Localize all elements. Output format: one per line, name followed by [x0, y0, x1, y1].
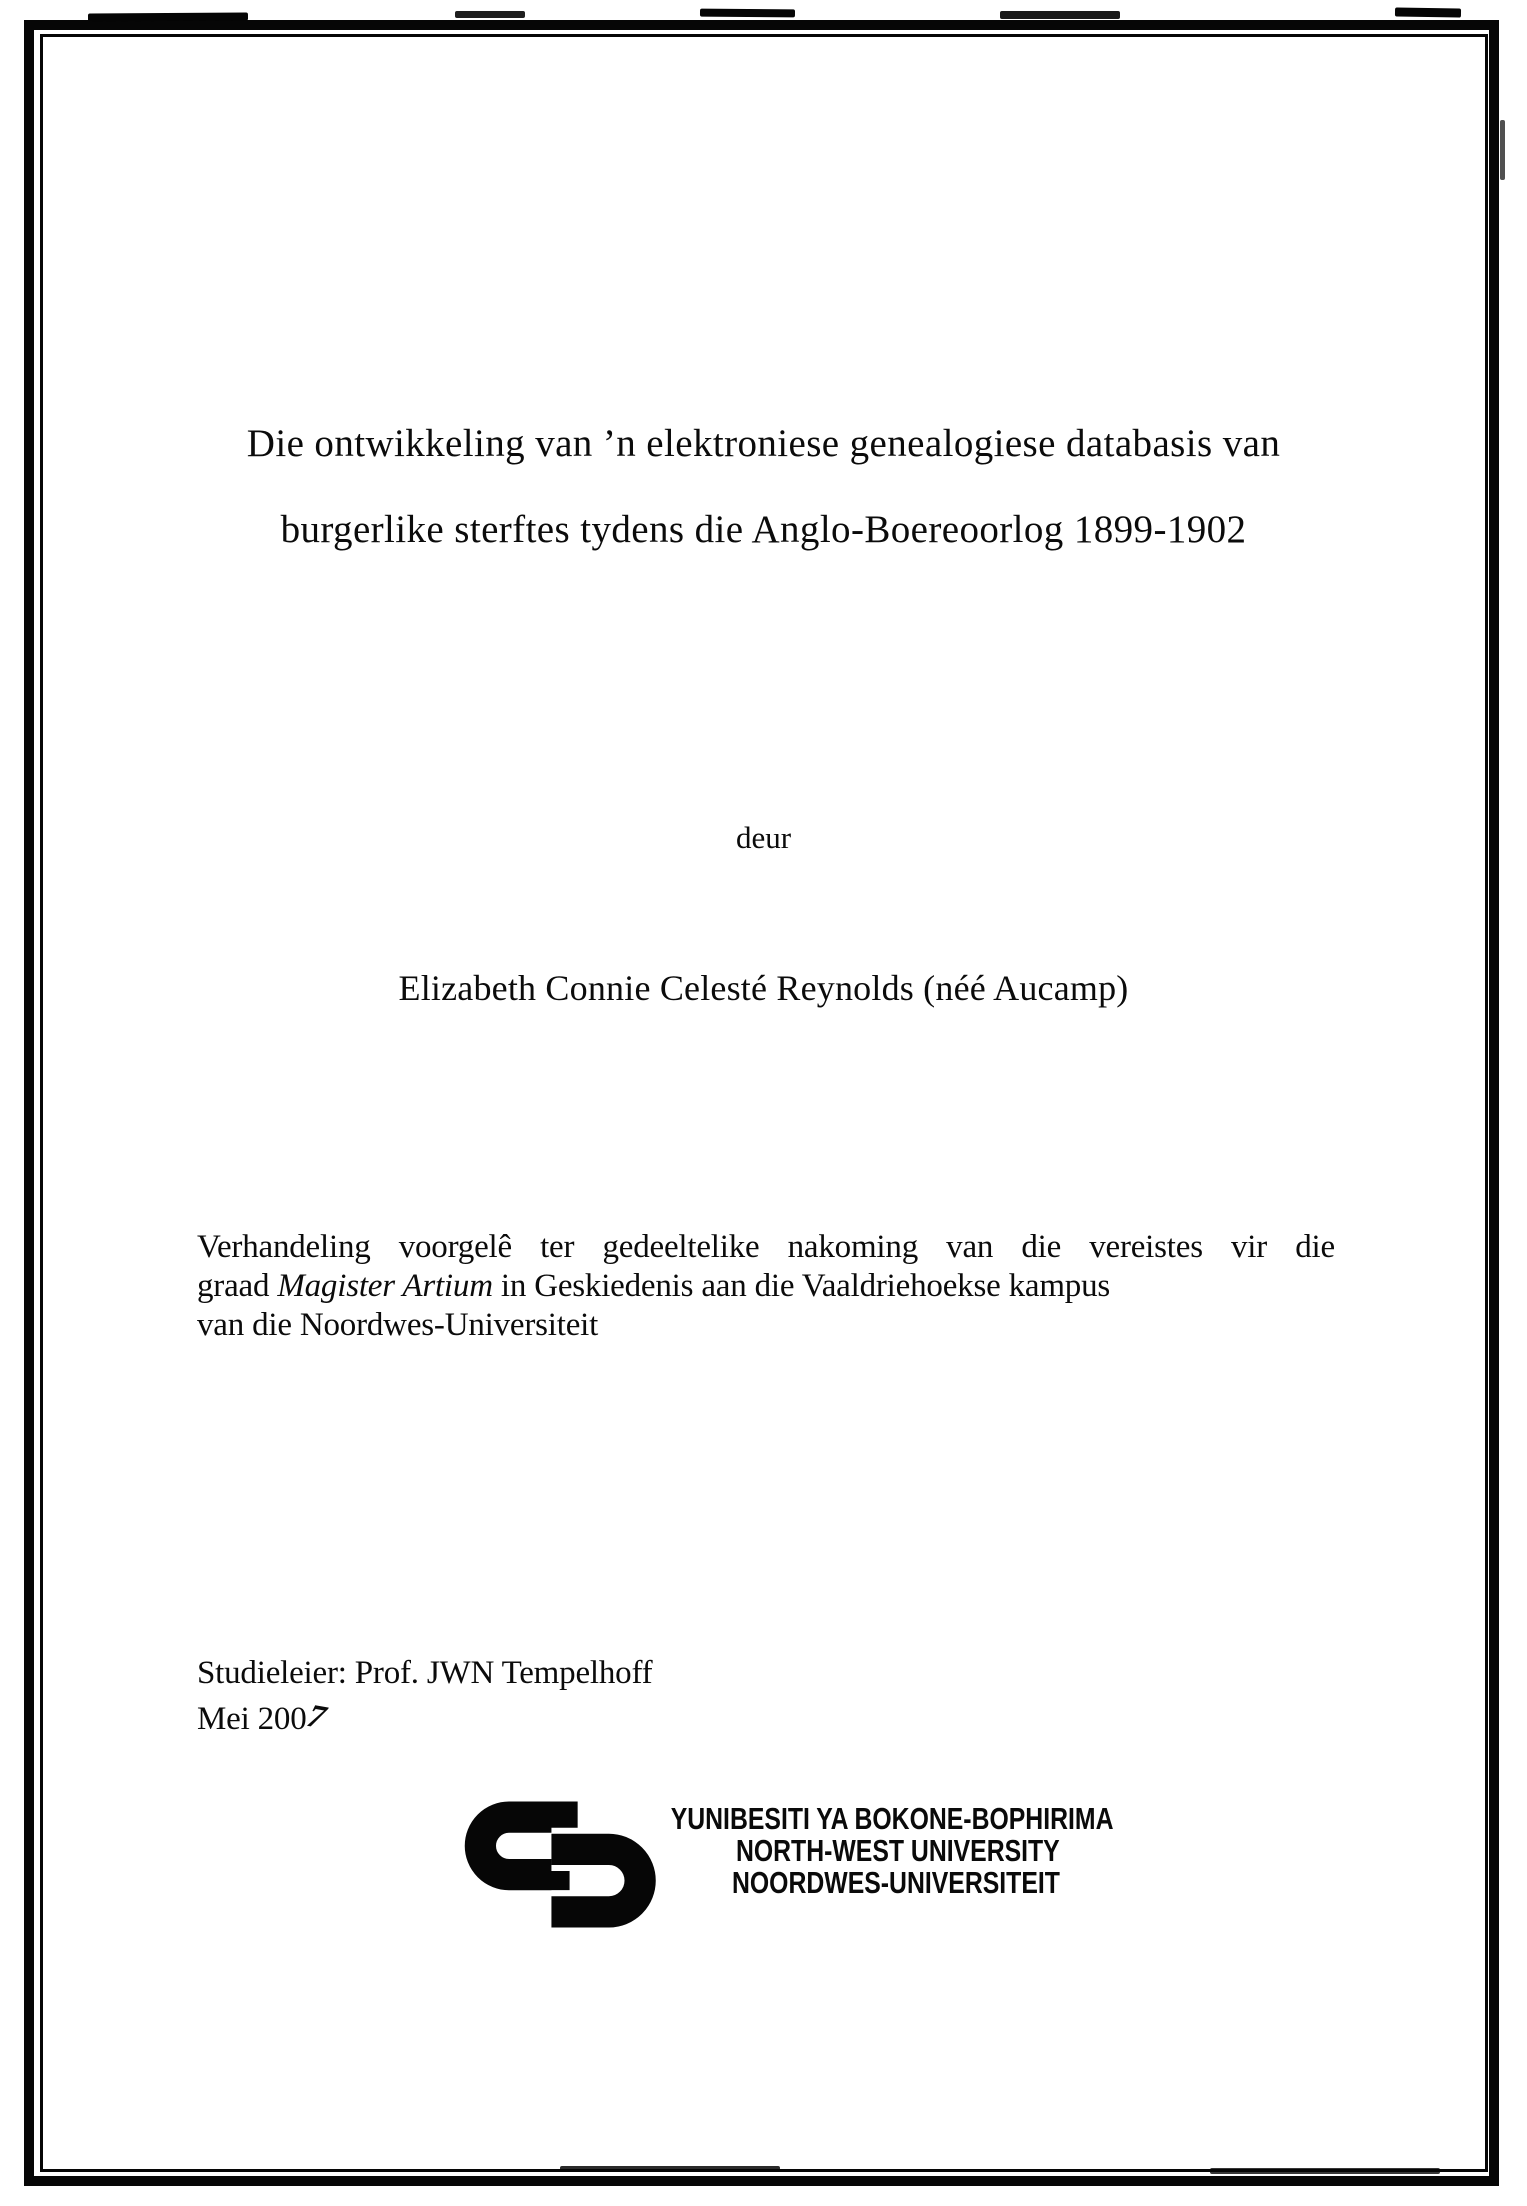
- supervisor-line: Studieleier: Prof. JWN Tempelhoff: [197, 1655, 653, 1691]
- scan-artifact: [1395, 7, 1461, 17]
- degree-name-italic: Magister Artium: [277, 1268, 493, 1304]
- logo-line-afrikaans: NOORDWES-UNIVERSITEIT: [732, 1865, 1060, 1900]
- scan-artifact: [560, 2166, 780, 2172]
- degree-statement-line2: [197, 1267, 1335, 1306]
- date-line: [197, 1696, 652, 1742]
- supervisor-block: [197, 1650, 652, 1742]
- logo-line-english: NORTH-WEST UNIVERSITY: [736, 1833, 1060, 1868]
- thesis-title: [60, 401, 1467, 573]
- degree-statement: [197, 1228, 1335, 1345]
- date-distorted-digit: 7: [299, 1698, 332, 1736]
- thesis-title-line2: burgerlike sterftes tydens die Anglo-Boereoorlog 1899-1902: [280, 508, 1247, 551]
- scan-artifact: [1500, 120, 1505, 180]
- scan-artifact: [88, 12, 248, 21]
- scan-artifact: [1000, 11, 1120, 19]
- thesis-title-line1: Die ontwikkeling van ’n elektroniese genealogiese databasis van: [246, 422, 1281, 465]
- degree-statement-line1: Verhandeling voorgelê ter gedeeltelike nakoming van die vereistes vir die: [197, 1229, 1335, 1265]
- logo-line-setswana: YUNIBESITI YA BOKONE-BOPHIRIMA: [670, 1801, 1114, 1836]
- statement-line2-pre: graad: [197, 1268, 278, 1304]
- byline-word: deur: [735, 820, 792, 855]
- author-name: Elizabeth Connie Celesté Reynolds (néé Aucamp): [398, 968, 1129, 1008]
- degree-statement-line3: van die Noordwes-Universiteit: [197, 1307, 599, 1343]
- statement-line2-post: in Geskiedenis aan die Vaaldriehoekse kampus: [492, 1268, 1111, 1304]
- university-logo-wordmark: [560, 1801, 1114, 1900]
- scan-artifact: [455, 11, 525, 18]
- date-prefix: Mei 200: [197, 1701, 307, 1737]
- scan-artifact: [700, 9, 795, 18]
- scan-artifact: [1210, 2168, 1440, 2174]
